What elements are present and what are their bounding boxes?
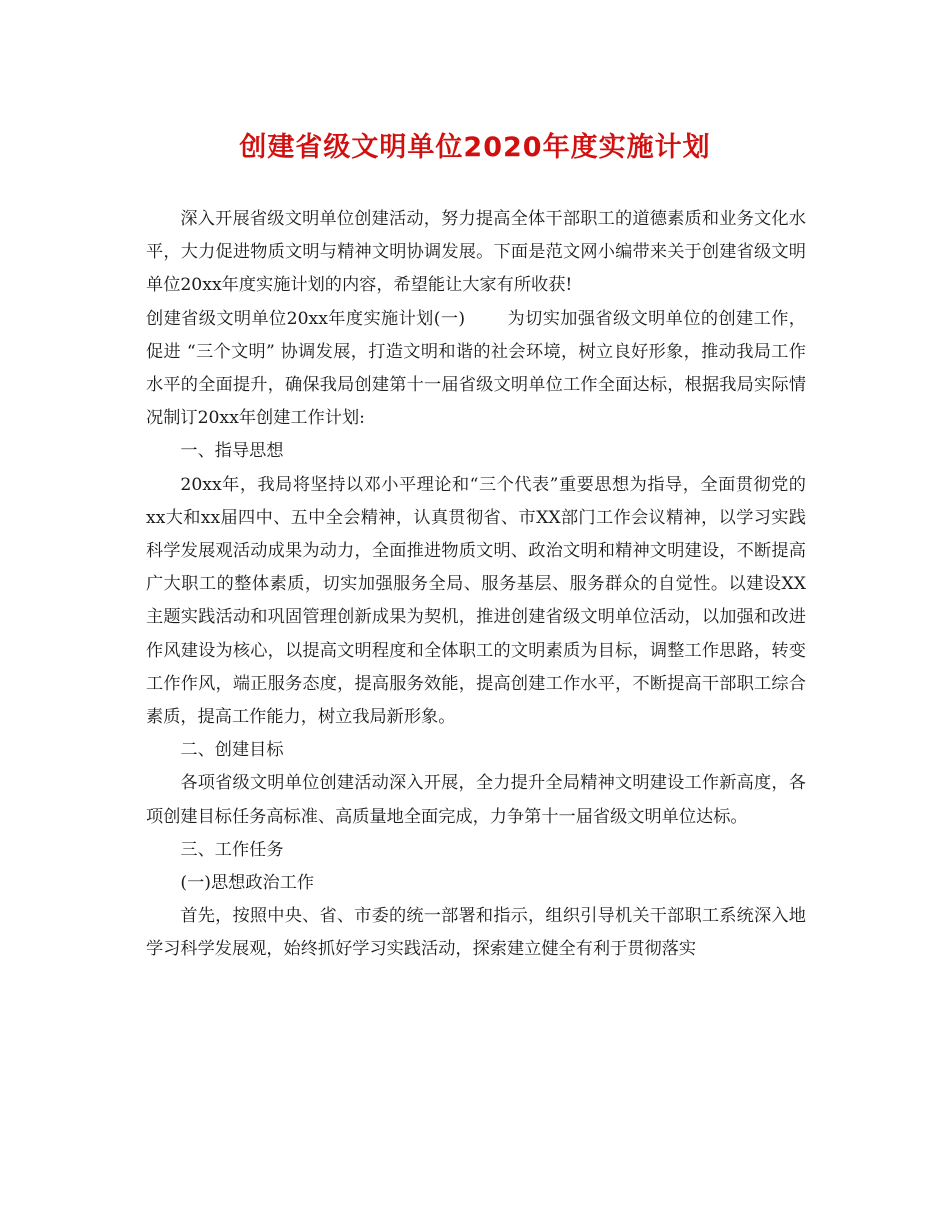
plan-heading: 创建省级文明单位20xx年度实施计划(一) bbox=[146, 308, 466, 329]
plan-paragraph bbox=[146, 303, 806, 436]
plan-text: 为切实加强省级文明单位的创建工作，促进 “三个文明” 协调发展，打造文明和谐的社会环境，树立良好形象，推动我局工作水平的全面提升，确保我局创建第十一届省级文明单位工作全面达标，根据我局实际情况制订20xx年创建工作计划: bbox=[146, 308, 806, 429]
intro-paragraph: 深入开展省级文明单位创建活动，努力提高全体干部职工的道德素质和业务文化水平，大力促进物质文明与精神文明协调发展。下面是范文网小编带来关于创建省级文明单位20xx年度实施计划的内容，希望能让大家有所收获! bbox=[146, 209, 806, 296]
document-title: 创建省级文明单位2020年度实施计划 bbox=[239, 132, 711, 163]
section2-heading: 二、创建目标 bbox=[180, 740, 284, 761]
section1-heading: 一、指导思想 bbox=[180, 441, 284, 462]
section2-paragraph: 各项省级文明单位创建活动深入开展，全力提升全局精神文明建设工作新高度，各项创建目标任务高标准、高质量地全面完成，力争第十一届省级文明单位达标。 bbox=[146, 773, 806, 827]
section3-heading: 三、工作任务 bbox=[180, 839, 284, 860]
document-body bbox=[146, 203, 806, 967]
section1-paragraph: 20xx年，我局将坚持以邓小平理论和“三个代表”重要思想为指导，全面贯彻党的xx大和xx届四中、五中全会精神，认真贯彻省、市XX部门工作会议精神，以学习实践科学发展观活动成果为动力，全面推进物质文明、政治文明和精神文明建设，不断提高广大职工的整体素质，切实加强服务全局、服务基层、服务群众的自觉性。以建设XX主题实践活动和巩固管理创新成果为契机，推进创建省级文明单位活动，以加强和改进作风建设为核心，以提高文明程度和全体职工的文明素质为目标，调整工作思路，转变工作作风，端正服务态度，提高服务效能，提高创建工作水平，不断提高干部职工综合素质，提高工作能力，树立我局新形象。 bbox=[146, 474, 806, 728]
subsection1-heading: (一)思想政治工作 bbox=[180, 873, 315, 894]
subsection1-paragraph: 首先，按照中央、省、市委的统一部署和指示，组织引导机关干部职工系统深入地学习科学发展观，始终抓好学习实践活动，探索建立健全有利于贯彻落实 bbox=[146, 906, 806, 960]
